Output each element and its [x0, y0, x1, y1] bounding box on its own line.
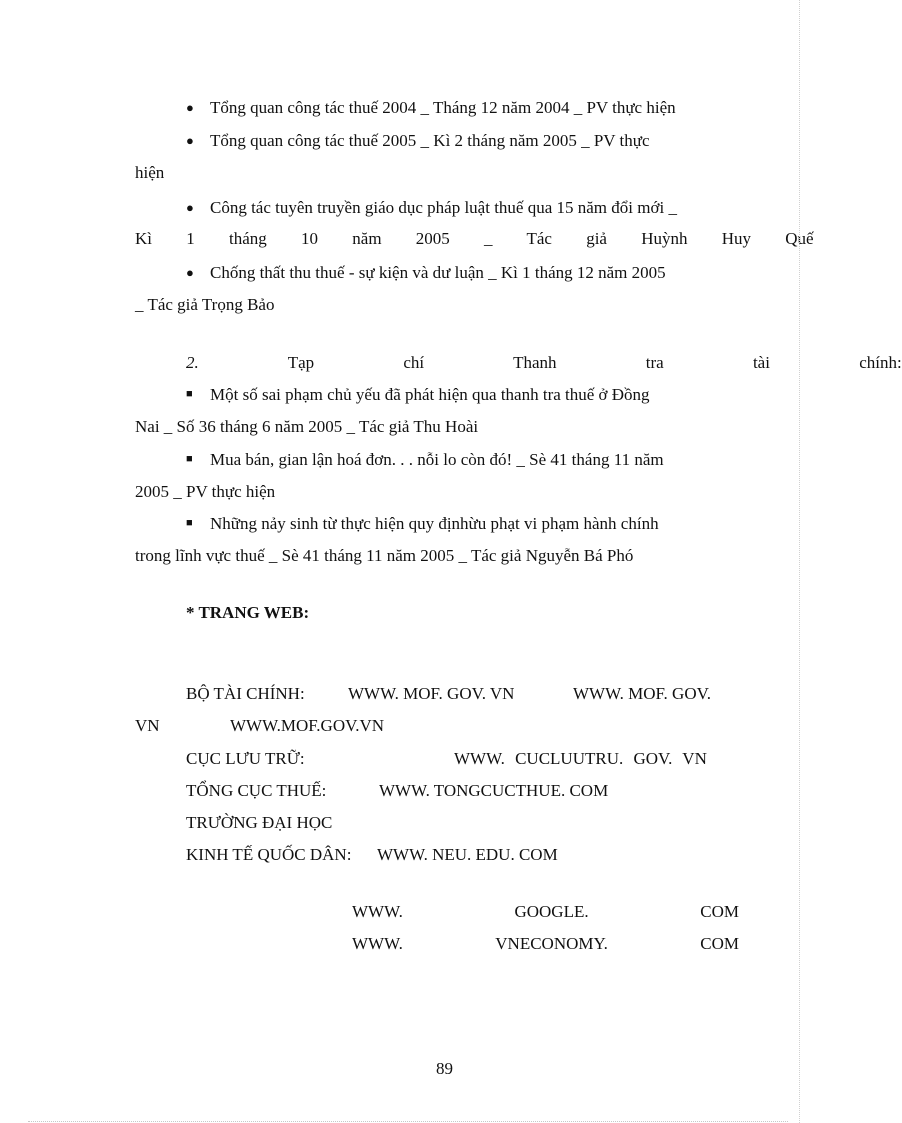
bottom-border — [28, 1121, 788, 1122]
list-item-continuation: Nai _ Số 36 tháng 6 năm 2005 _ Tác giả Thu Hoài — [135, 417, 479, 436]
cuc-label: CỤC LƯU TRỮ: — [186, 749, 305, 768]
bullet-dot-icon: ● — [186, 265, 194, 280]
btc-url-3[interactable]: WWW.MOF.GOV.VN — [230, 716, 385, 735]
bullet-dot-icon: ● — [186, 200, 194, 215]
section-heading: 2. Tạp chí Thanh tra tài chính: — [186, 353, 902, 372]
truong-label: TRƯỜNG ĐẠI HỌC — [186, 813, 333, 832]
ktqd-label: KINH TẾ QUỐC DÂN: — [186, 845, 352, 864]
list-item-continuation: Kì 1 tháng 10 năm 2005 _ Tác giả Huỳnh Huy Quế — [135, 229, 814, 248]
ktqd-url[interactable]: WWW. NEU. EDU. COM — [377, 845, 558, 864]
tct-label: TỔNG CỤC THUẾ: — [186, 781, 327, 800]
btc-url-2-cont[interactable]: VN — [135, 716, 160, 735]
web-heading: * TRANG WEB: — [186, 603, 310, 622]
btc-label: BỘ TÀI CHÍNH: — [186, 684, 305, 703]
list-item: ■ Những nảy sinh từ thực hiện quy địnhừu phạt vi phạm hành chính — [186, 514, 659, 533]
list-item: ● Tổng quan công tác thuế 2005 _ Kì 2 tháng năm 2005 _ PV thực — [186, 131, 650, 150]
btc-url-2[interactable]: WWW. MOF. GOV. — [573, 684, 711, 703]
bullet-dot-icon: ● — [186, 100, 194, 115]
list-item-continuation: hiện — [135, 163, 165, 182]
tct-url[interactable]: WWW. TONGCUCTHUE. COM — [379, 781, 609, 800]
page-number: 89 — [436, 1059, 453, 1078]
list-item-continuation: 2005 _ PV thực hiện — [135, 482, 276, 501]
list-item: ● Chống thất thu thuế - sự kiện và dư luận _ Kì 1 tháng 12 năm 2005 — [186, 263, 666, 282]
list-item-continuation: _ Tác giả Trọng Bảo — [135, 295, 275, 314]
vneconomy-url[interactable]: WWW. VNECONOMY. COM — [352, 934, 739, 953]
list-item-continuation: trong lĩnh vực thuế _ Sè 41 tháng 11 năm 2005 _ Tác giả Nguyễn Bá Phó — [135, 546, 634, 565]
list-item: ● Công tác tuyên truyền giáo dục pháp luật thuế qua 15 năm đổi mới _ — [186, 198, 677, 217]
right-border — [799, 0, 800, 1123]
bullet-square-icon: ■ — [186, 517, 193, 529]
list-item: ■ Một số sai phạm chủ yếu đã phát hiện qua thanh tra thuế ở Đồng — [186, 385, 650, 404]
cuc-url[interactable]: WWW. CUCLUUTRU. GOV. VN — [454, 749, 707, 768]
bullet-square-icon: ■ — [186, 453, 193, 465]
list-item: ■ Mua bán, gian lận hoá đơn. . . nỗi lo còn đó! _ Sè 41 tháng 11 năm — [186, 450, 664, 469]
bullet-dot-icon: ● — [186, 133, 194, 148]
btc-url-1[interactable]: WWW. MOF. GOV. VN — [348, 684, 515, 703]
list-item: ● Tổng quan công tác thuế 2004 _ Tháng 12 năm 2004 _ PV thực hiện — [186, 98, 676, 117]
google-url[interactable]: WWW. GOOGLE. COM — [352, 902, 739, 921]
bullet-square-icon: ■ — [186, 388, 193, 400]
